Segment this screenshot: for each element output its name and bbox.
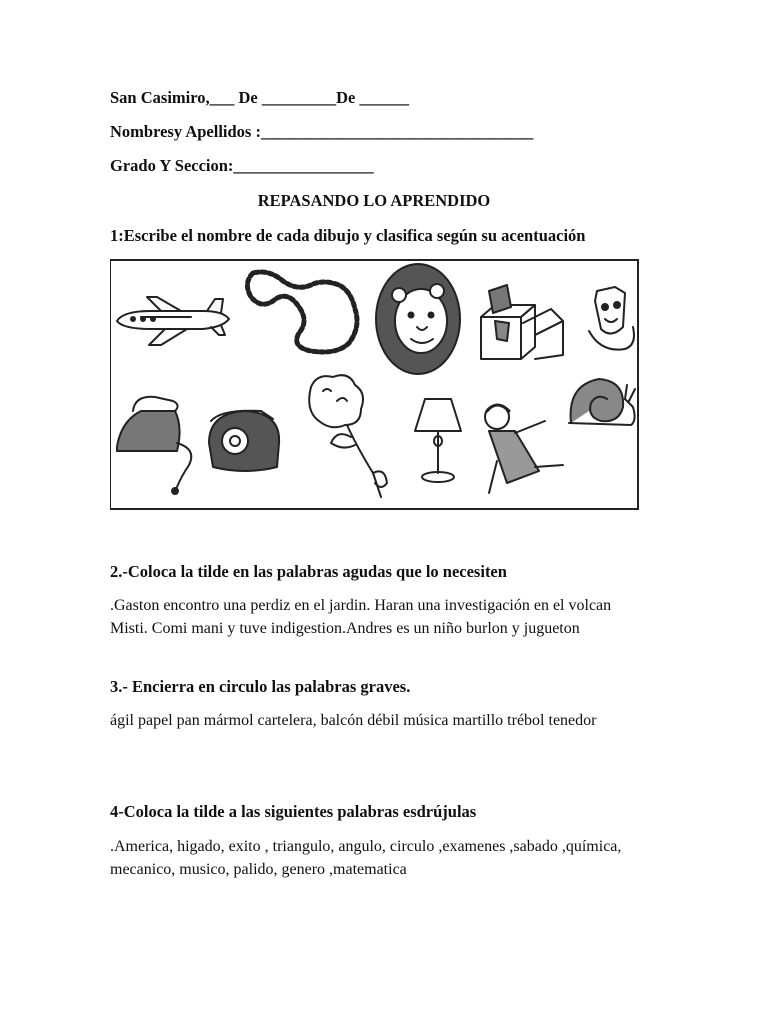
lion-icon: [376, 264, 460, 374]
lamp-icon: [415, 399, 461, 482]
question-3-instruction: 3.- Encierra en circulo las palabras graves.: [110, 677, 411, 696]
doll-icon: [485, 405, 563, 493]
grade-section-line: Grado Y Seccion:_________________: [110, 156, 374, 175]
question-2-text: .Gaston encontro una perdiz en el jardin. Haran una investigación en el volcan Misti. Comi mani y tuve indigestion.Andres es un niño burlon y jugueton: [110, 597, 612, 637]
pictures-box: [110, 259, 639, 510]
necklace-icon: [247, 272, 357, 352]
iron-icon: [117, 397, 191, 494]
telephone-icon: [209, 411, 279, 471]
question-4-instruction: 4-Coloca la tilde a las siguientes palabras esdrújulas: [110, 802, 477, 821]
snail-icon: [569, 379, 635, 425]
airplane-icon: [117, 297, 229, 345]
boxes-icon: [481, 285, 563, 359]
flower-icon: [309, 375, 387, 497]
mask-icon: [589, 287, 634, 350]
question-2-instruction: 2.-Coloca la tilde en las palabras agudas que lo necesiten: [110, 562, 507, 581]
question-3-text: ágil papel pan mármol cartelera, balcón débil música martillo trébol tenedor: [110, 712, 597, 729]
names-line: Nombresy Apellidos :_________________________________: [110, 122, 534, 141]
question-1-instruction: 1:Escribe el nombre de cada dibujo y clasifica según su acentuación: [110, 226, 586, 245]
place-date-line: San Casimiro,___ De _________De ______: [110, 88, 409, 107]
question-4-text: .America, higado, exito , triangulo, angulo, circulo ,examenes ,sabado ,química, mecanico, musico, palido, genero ,matematica: [110, 838, 622, 878]
worksheet-title: REPASANDO LO APRENDIDO: [257, 191, 491, 210]
